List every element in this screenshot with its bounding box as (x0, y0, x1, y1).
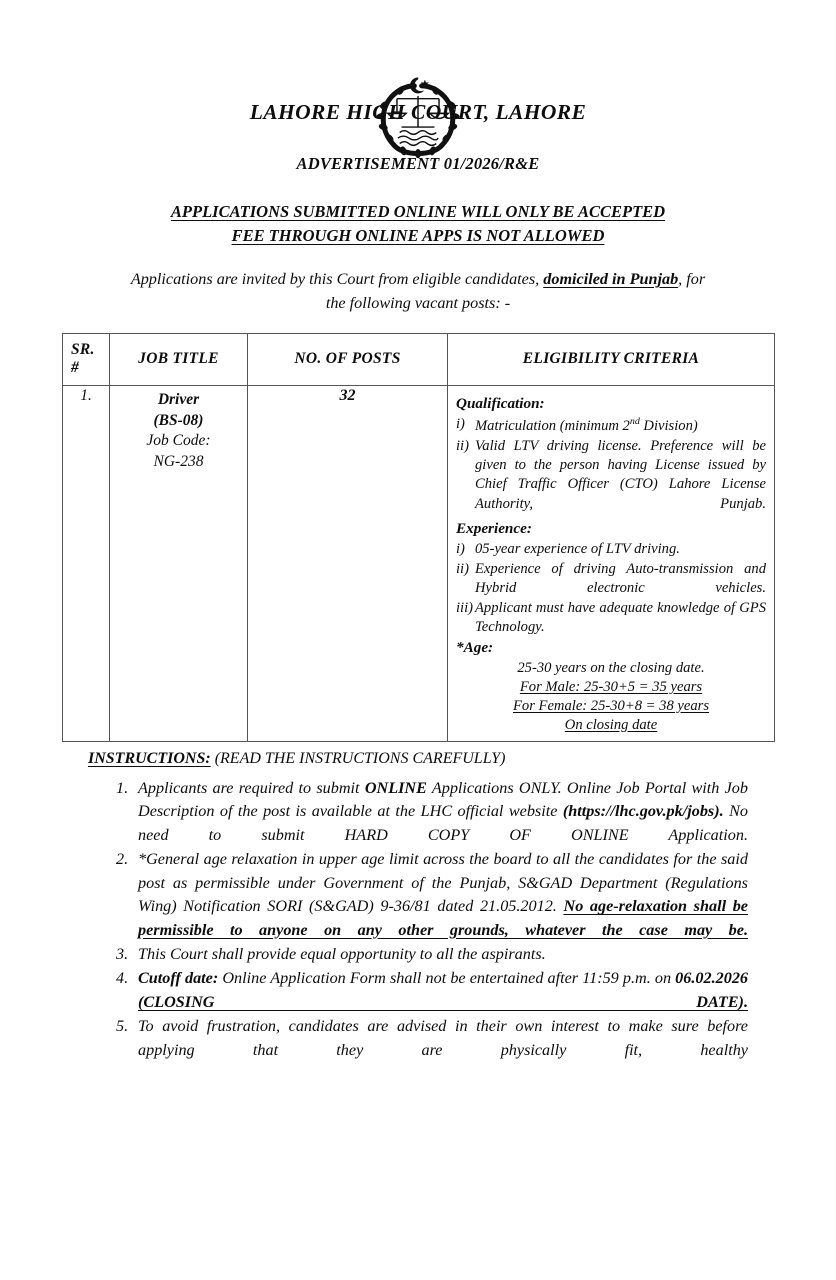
emblem-container (0, 0, 836, 92)
experience-item-ii (456, 560, 766, 599)
age-line-on-closing-date: On closing date (564, 716, 658, 733)
qualification-marker-i: i) (456, 416, 465, 433)
notice-block (0, 200, 836, 248)
column-header-job-title: JOB TITLE (110, 334, 248, 386)
age-line-male: For Male: 25-30+5 = 35 years (519, 678, 703, 695)
cell-sr-number: 1. (63, 386, 110, 741)
cell-job-title (110, 386, 248, 741)
qualification-item-i (456, 415, 766, 436)
instructions-heading-note: (READ THE INSTRUCTIONS CAREFULLY) (210, 749, 506, 767)
instruction-item-2 (88, 848, 748, 942)
table-header-row (63, 334, 775, 386)
qualification-text-ii: Valid LTV driving license. Preference will be given to the person having License issued by Chief Traffic Officer (CTO) Lahore License Authority, Punjab. (475, 437, 766, 512)
job-title-bs: (BS-08) (153, 411, 204, 429)
qualification-marker-ii: ii) (456, 437, 469, 454)
notice-line-fee-not-allowed: FEE THROUGH ONLINE APPS IS NOT ALLOWED (231, 225, 605, 245)
instruction-body-2: *General age relaxation in upper age limit across the board to all the candidates for the said post as permissible under Government of the Punjab, S&GAD Department (Regulations Wing) Notification SORI (S&GAD) 9-36/81 dated 21.05.2012. No age-relaxation shall be permissible to anyone on any other grounds, whatever the case may be. (138, 850, 748, 939)
qualification-item-ii (456, 437, 766, 515)
instructions-heading (88, 750, 748, 768)
experience-text-i: 05-year experience of LTV driving. (475, 541, 680, 558)
instruction-number-3: 3. (116, 945, 129, 963)
instructions-list (88, 777, 748, 1063)
vacancy-table-container (62, 333, 774, 741)
experience-list (456, 540, 766, 637)
invitation-emphasis: domiciled in Punjab (543, 269, 679, 288)
age-line-general: 25-30 years on the closing date. (517, 659, 705, 676)
instruction-number-5: 5. (116, 1017, 129, 1036)
ordinal-superscript: nd (629, 416, 640, 428)
table-body (63, 386, 775, 741)
qualification-heading: Qualification: (456, 395, 545, 413)
instruction-item-5 (88, 1015, 748, 1062)
sr-head-line1: SR. (71, 341, 95, 359)
column-header-eligibility-criteria: ELIGIBILITY CRITERIA (448, 334, 775, 386)
experience-marker-ii: ii) (456, 560, 469, 577)
cell-eligibility-criteria (448, 386, 775, 741)
job-code-label: Job Code: (146, 432, 211, 450)
sr-head-line2: # (71, 358, 80, 376)
table-row (63, 386, 775, 741)
invitation-paragraph (0, 267, 836, 316)
cell-no-of-posts: 32 (248, 386, 448, 741)
qualification-list (456, 415, 766, 514)
experience-item-i (456, 540, 766, 559)
instruction-body-4: Cutoff date: Online Application Form shall not be entertained after 11:59 p.m. on 06.02.2026 (CLOSING DATE). (138, 969, 748, 1011)
instruction-item-4 (88, 967, 748, 1014)
instruction-number-2: 2. (116, 850, 129, 869)
instruction-body-5: To avoid frustration, candidates are advised in their own interest to make sure before applying that they are physically fit, healthy (138, 1017, 748, 1059)
job-title-name: Driver (157, 391, 200, 409)
instruction-body-1: Applicants are required to submit ONLINE Applications ONLY. Online Job Portal with Job Description of the post is available at the LHC official website (https://lhc.gov.pk/jobs). No need to submit HARD COPY OF ONLINE Application. (138, 778, 748, 844)
instruction-number-4: 4. (116, 969, 129, 988)
column-header-sr (63, 334, 110, 386)
instructions-heading-label: INSTRUCTIONS: (88, 749, 211, 767)
age-heading: *Age: (456, 638, 494, 656)
experience-marker-iii: iii) (456, 599, 474, 616)
notice-line-online-only: APPLICATIONS SUBMITTED ONLINE WILL ONLY BE ACCEPTED (170, 202, 666, 221)
experience-heading: Experience: (456, 520, 532, 538)
instruction-item-3 (88, 943, 748, 966)
advertisement-number: ADVERTISEMENT 01/2026/R&E (296, 154, 540, 173)
instruction-number-1: 1. (116, 778, 129, 797)
table-head (63, 334, 775, 386)
instruction-item-1 (88, 777, 748, 847)
court-title: LAHORE HIGH COURT, LAHORE (249, 100, 587, 124)
experience-item-iii (456, 599, 766, 638)
experience-marker-i: i) (456, 541, 465, 558)
experience-text-iii: Applicant must have adequate knowledge of GPS Technology. (475, 599, 766, 636)
instructions-section (88, 750, 748, 1063)
vacancy-table (62, 333, 775, 741)
column-header-no-of-posts: NO. OF POSTS (248, 334, 448, 386)
age-block (456, 659, 766, 735)
experience-text-ii: Experience of driving Auto-transmission and Hybrid electronic vehicles. (475, 560, 766, 597)
qualification-text-i: Matriculation (minimum 2nd Division) (475, 416, 698, 435)
invitation-part2: , for the following vacant posts: - (325, 269, 706, 313)
instruction-body-3: This Court shall provide equal opportunity to all the aspirants. (138, 945, 546, 963)
job-code-value: NG-238 (153, 452, 204, 470)
age-line-female: For Female: 25-30+8 = 38 years (513, 697, 709, 714)
invitation-part1: Applications are invited by this Court from eligible candidates, (130, 269, 544, 288)
